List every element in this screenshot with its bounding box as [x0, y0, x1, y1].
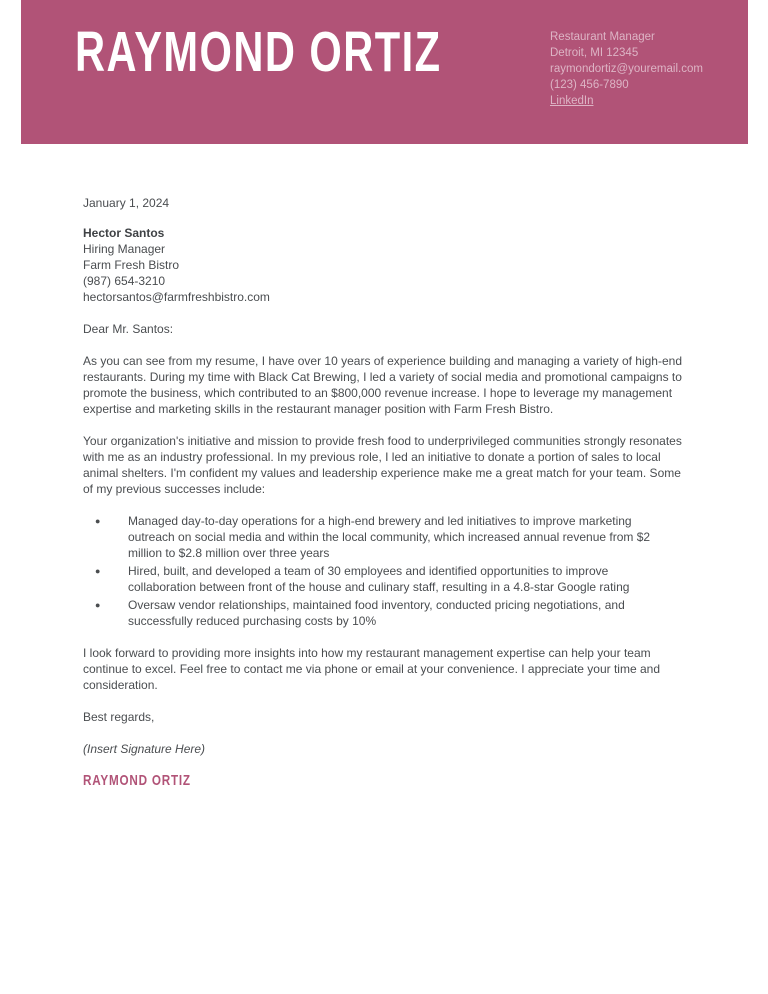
recipient-phone: (987) 654-3210 — [83, 274, 166, 288]
contact-location: Detroit, MI 12345 — [550, 47, 639, 59]
letter-date: January 1, 2024 — [83, 196, 170, 210]
recipient-block — [83, 225, 690, 305]
signature-name: RAYMOND ORTIZ — [83, 772, 191, 789]
linkedin-link[interactable]: LinkedIn — [550, 95, 594, 107]
header-name: RAYMOND ORTIZ — [75, 20, 442, 84]
paragraph-intro: As you can see from my resume, I have over 10 years of experience building and managing a variety of high-end restaurants. During my time with Black Cat Brewing, I led a variety of social media and promotional campaigns to promote the business, which contributed to an $800,000 revenue increase. I hope to leverage my management expertise and marketing skills in the restaurant manager position with Farm Fresh Bistro. — [83, 354, 682, 416]
list-item: ● Hired, built, and developed a team of 30 employees and identified opportunities to improve collaboration between front of the house and culinary staff, resulting in a 4.8-star Google rating — [83, 563, 670, 595]
list-item: ● Managed day-to-day operations for a high-end brewery and led initiatives to improve marketing outreach on social media and within the local community, which increased annual revenue from $2 million to $2.8 million over three years — [83, 513, 670, 561]
list-item: ● Oversaw vendor relationships, maintained food inventory, conducted pricing negotiations, and successfully reduced purchasing costs by 10% — [83, 597, 670, 629]
signature-placeholder: (Insert Signature Here) — [83, 742, 206, 756]
recipient-company: Farm Fresh Bistro — [83, 258, 180, 272]
paragraph-mission: Your organization's initiative and mission to provide fresh food to underprivileged communities strongly resonates with me as an industry professional. In my previous role, I led an initiative to donate a portion of sales to local animal shelters. I'm confident my values and leadership experience make me a great match for your team. Some of my previous successes include: — [83, 434, 682, 496]
contact-phone: (123) 456-7890 — [550, 79, 629, 91]
contact-email: raymondortiz@youremail.com — [550, 63, 703, 75]
header-contact-block — [550, 29, 703, 109]
recipient-name: Hector Santos — [83, 226, 165, 240]
achievement-list — [83, 513, 690, 629]
contact-job-title: Restaurant Manager — [550, 31, 655, 43]
recipient-email: hectorsantos@farmfreshbistro.com — [83, 290, 270, 304]
sign-off: Best regards, — [83, 710, 155, 724]
header-band — [21, 0, 748, 144]
paragraph-closing: I look forward to providing more insights into how my restaurant management expertise can help your team continue to excel. Feel free to contact me via phone or email at your convenience. I appreciate your time and consideration. — [83, 646, 660, 692]
salutation: Dear Mr. Santos: — [83, 322, 174, 336]
recipient-title: Hiring Manager — [83, 242, 166, 256]
contact-linkedin-row — [550, 93, 703, 109]
letter-body — [83, 195, 690, 789]
